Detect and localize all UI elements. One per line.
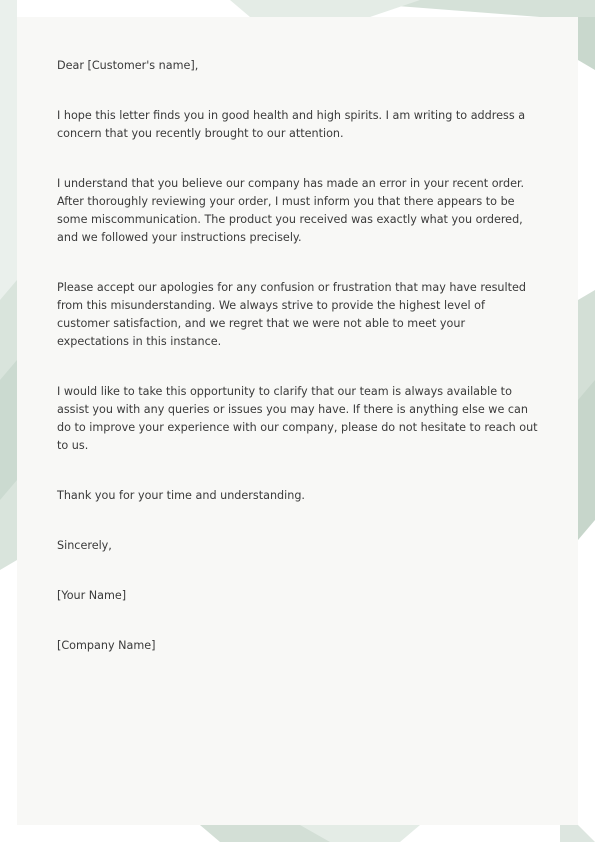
signature-company: [Company Name] xyxy=(57,639,156,652)
paragraph-offer-help: I would like to take this opportunity to clarify that our team is always available to assist you with any queries or issues you may have. If there is anything else we can do to improve your experience with our company, please do not hesitate to reach out to us. xyxy=(57,385,538,452)
paragraph-thanks: Thank you for your time and understanding. xyxy=(57,489,305,502)
letter-body xyxy=(57,57,539,655)
paragraph-intro: I hope this letter finds you in good health and high spirits. I am writing to address a concern that you recently brought to our attention. xyxy=(57,109,526,140)
signature-name: [Your Name] xyxy=(57,589,127,602)
salutation: Dear [Customer's name], xyxy=(57,59,199,72)
paragraph-order-review: I understand that you believe our company has made an error in your recent order. After thoroughly reviewing your order, I must inform you that there appears to be some miscommunication. The product you received was exactly what you ordered, and we followed your instructions precisely. xyxy=(57,177,525,244)
paragraph-apology: Please accept our apologies for any confusion or frustration that may have resulted from this misunderstanding. We always strive to provide the highest level of customer satisfaction, and we regret that we were not able to meet your expectations in this instance. xyxy=(57,281,527,348)
closing: Sincerely, xyxy=(57,539,112,552)
